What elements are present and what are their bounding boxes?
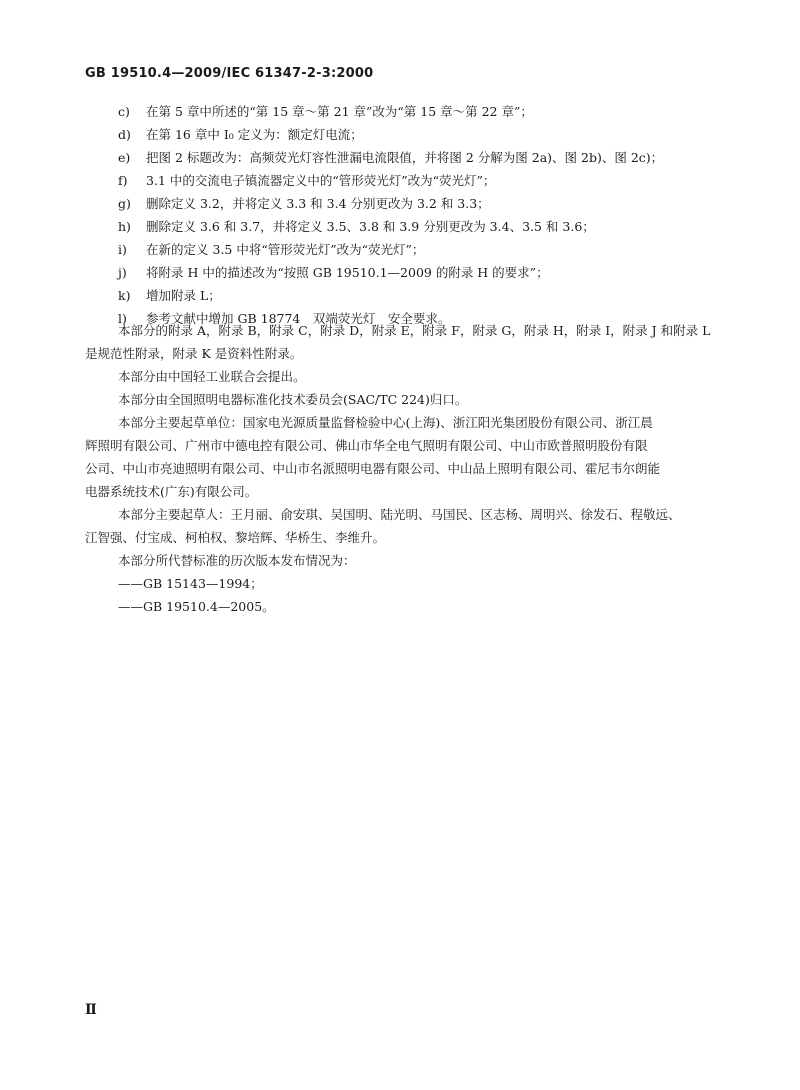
list-item-label: j) bbox=[118, 265, 127, 280]
list-item bbox=[118, 238, 718, 261]
list-item-label: l) bbox=[118, 311, 127, 326]
paragraph-line: 江智强、付宝成、柯柏权、黎培辉、华桥生、李维升。 bbox=[85, 530, 386, 545]
list-item-label: i) bbox=[118, 242, 127, 257]
list-item bbox=[118, 146, 718, 169]
paragraph-line: 本部分主要起草单位：国家电光源质量监督检验中心(上海)、浙江阳光集团股份有限公司、浙江晨 bbox=[118, 415, 653, 430]
list-item-text: 将附录 H 中的描述改为“按照 GB 19510.1—2009 的附录 H 的要求”； bbox=[146, 265, 549, 280]
list-item-label: k) bbox=[118, 288, 131, 303]
paragraph-line: 是规范性附录，附录 K 是资料性附录。 bbox=[85, 346, 303, 361]
list-item-text: 在第 5 章中所述的“第 15 章～第 21 章”改为“第 15 章～第 22 章”； bbox=[146, 104, 533, 119]
list-item-label: d) bbox=[118, 127, 131, 142]
list-item-label: c) bbox=[118, 104, 130, 119]
list-item-text: 在新的定义 3.5 中将“管形荧光灯”改为“荧光灯”； bbox=[146, 242, 425, 257]
list-item-text: 增加附录 L； bbox=[146, 288, 221, 303]
history-item: ——GB 19510.4—2005。 bbox=[118, 599, 275, 614]
drafters-paragraph bbox=[85, 503, 715, 549]
list-item-label: f) bbox=[118, 173, 128, 188]
list-item-label: h) bbox=[118, 219, 131, 234]
list-item-text: 在第 16 章中 I₀ 定义为：额定灯电流； bbox=[146, 127, 363, 142]
list-item bbox=[118, 261, 718, 284]
list-item bbox=[118, 123, 718, 146]
paragraph-line: 本部分所代替标准的历次版本发布情况为： bbox=[118, 553, 356, 568]
list-item bbox=[118, 100, 718, 123]
document-header: GB 19510.4—2009/IEC 61347-2-3:2000 bbox=[85, 66, 374, 81]
drafting-units-paragraph bbox=[85, 411, 715, 503]
list-item-text: 参考文献中增加 GB 18774 双端荧光灯 安全要求。 bbox=[146, 311, 451, 326]
list-item-text: 删除定义 3.6 和 3.7，并将定义 3.5、3.8 和 3.9 分别更改为 3.4、3.5 和 3.6； bbox=[146, 219, 595, 234]
list-item bbox=[118, 192, 718, 215]
committee-paragraph bbox=[85, 388, 715, 411]
paragraph-line: 本部分由中国轻工业联合会提出。 bbox=[118, 369, 306, 384]
page-number: Ⅱ bbox=[85, 1002, 97, 1018]
foreword-body bbox=[85, 319, 715, 618]
history-paragraph bbox=[85, 549, 715, 618]
list-item bbox=[118, 215, 718, 238]
history-item: ——GB 15143—1994； bbox=[118, 576, 263, 591]
paragraph-line: 公司、中山市亮迪照明有限公司、中山市名派照明电器有限公司、中山品上照明有限公司、霍尼韦尔朗能 bbox=[85, 461, 661, 476]
list-item bbox=[118, 169, 718, 192]
paragraph-line: 本部分的附录 A，附录 B，附录 C，附录 D，附录 E，附录 F，附录 G，附录 H，附录 I，附录 J 和附录 L bbox=[118, 323, 711, 338]
list-item-text: 删除定义 3.2，并将定义 3.3 和 3.4 分别更改为 3.2 和 3.3； bbox=[146, 196, 490, 211]
paragraph-line: 电器系统技术(广东)有限公司。 bbox=[85, 484, 258, 499]
list-item bbox=[118, 284, 718, 307]
paragraph-line: 本部分主要起草人：王月丽、俞安琪、吴国明、陆光明、马国民、区志杨、周明兴、徐发石、程敬远、 bbox=[118, 507, 681, 522]
list-item-label: e) bbox=[118, 150, 131, 165]
paragraph-line: 本部分由全国照明电器标准化技术委员会(SAC/TC 224)归口。 bbox=[118, 392, 468, 407]
amendment-list bbox=[118, 100, 718, 330]
list-item-text: 3.1 中的交流电子镇流器定义中的“管形荧光灯”改为“荧光灯”； bbox=[146, 173, 496, 188]
list-item-label: g) bbox=[118, 196, 131, 211]
list-item-text: 把图 2 标题改为：高频荧光灯容性泄漏电流限值，并将图 2 分解为图 2a)、图 2b)、图 2c)； bbox=[146, 150, 664, 165]
proposer-paragraph bbox=[85, 365, 715, 388]
annex-paragraph bbox=[85, 319, 715, 365]
paragraph-line: 辉照明有限公司、广州市中德电控有限公司、佛山市华全电气照明有限公司、中山市欧普照明股份有限 bbox=[85, 438, 648, 453]
